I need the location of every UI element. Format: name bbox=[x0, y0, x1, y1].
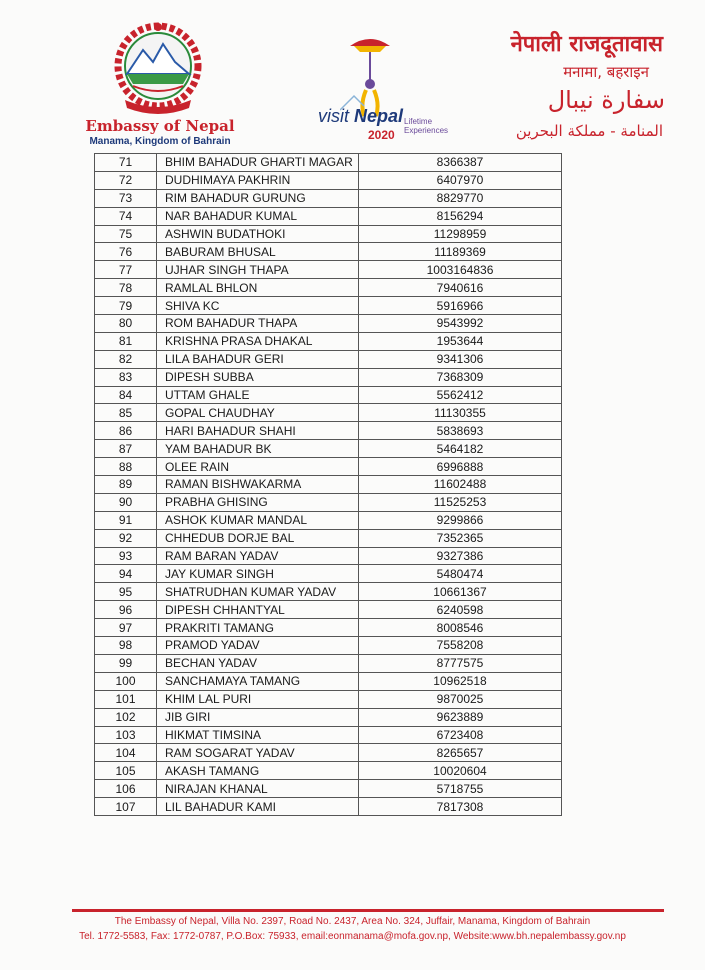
row-id-number: 11130355 bbox=[359, 404, 562, 422]
row-number: 72 bbox=[95, 171, 157, 189]
row-name: UTTAM GHALE bbox=[157, 386, 359, 404]
row-name: SANCHAMAYA TAMANG bbox=[157, 672, 359, 690]
row-number: 86 bbox=[95, 422, 157, 440]
row-name: YAM BAHADUR BK bbox=[157, 440, 359, 458]
row-name: RAM BARAN YADAV bbox=[157, 547, 359, 565]
row-number: 71 bbox=[95, 154, 157, 172]
row-id-number: 8777575 bbox=[359, 654, 562, 672]
table-row bbox=[95, 744, 562, 762]
visit-nepal-logo-text bbox=[318, 106, 403, 127]
row-number: 76 bbox=[95, 243, 157, 261]
table-row bbox=[95, 637, 562, 655]
row-name: DIPESH SUBBA bbox=[157, 368, 359, 386]
logo-tagline bbox=[404, 117, 449, 135]
row-id-number: 6996888 bbox=[359, 458, 562, 476]
row-id-number: 9543992 bbox=[359, 315, 562, 333]
nepal-emblem-icon bbox=[103, 22, 213, 117]
row-number: 95 bbox=[95, 583, 157, 601]
row-name: BECHAN YADAV bbox=[157, 654, 359, 672]
row-number: 80 bbox=[95, 315, 157, 333]
row-number: 102 bbox=[95, 708, 157, 726]
row-id-number: 1003164836 bbox=[359, 261, 562, 279]
row-name: NAR BAHADUR KUMAL bbox=[157, 207, 359, 225]
row-id-number: 9299866 bbox=[359, 511, 562, 529]
row-number: 106 bbox=[95, 780, 157, 798]
row-name: BABURAM BHUSAL bbox=[157, 243, 359, 261]
row-id-number: 11602488 bbox=[359, 476, 562, 494]
table-row bbox=[95, 780, 562, 798]
row-id-number: 1953644 bbox=[359, 332, 562, 350]
names-table-body bbox=[95, 154, 562, 816]
row-number: 83 bbox=[95, 368, 157, 386]
logo-year: 2020 bbox=[368, 128, 395, 142]
row-number: 75 bbox=[95, 225, 157, 243]
table-row bbox=[95, 207, 562, 225]
letterhead bbox=[0, 0, 705, 155]
row-name: PRAKRITI TAMANG bbox=[157, 619, 359, 637]
row-id-number: 8156294 bbox=[359, 207, 562, 225]
row-id-number: 11298959 bbox=[359, 225, 562, 243]
row-id-number: 7817308 bbox=[359, 798, 562, 816]
embassy-location: Manama, Kingdom of Bahrain bbox=[89, 136, 231, 147]
table-row bbox=[95, 422, 562, 440]
row-id-number: 11189369 bbox=[359, 243, 562, 261]
table-row bbox=[95, 279, 562, 297]
row-number: 107 bbox=[95, 798, 157, 816]
row-name: HIKMAT TIMSINA bbox=[157, 726, 359, 744]
row-id-number: 5718755 bbox=[359, 780, 562, 798]
table-row bbox=[95, 350, 562, 368]
table-row bbox=[95, 243, 562, 261]
nepali-title: नेपाली राजदूतावास bbox=[510, 32, 663, 57]
table-row bbox=[95, 601, 562, 619]
row-number: 77 bbox=[95, 261, 157, 279]
table-row bbox=[95, 493, 562, 511]
footer-divider bbox=[72, 909, 664, 912]
row-id-number: 5838693 bbox=[359, 422, 562, 440]
table-row bbox=[95, 798, 562, 816]
row-number: 92 bbox=[95, 529, 157, 547]
row-number: 81 bbox=[95, 332, 157, 350]
row-name: UJHAR SINGH THAPA bbox=[157, 261, 359, 279]
row-name: HARI BAHADUR SHAHI bbox=[157, 422, 359, 440]
row-number: 96 bbox=[95, 601, 157, 619]
table-row bbox=[95, 171, 562, 189]
row-number: 101 bbox=[95, 690, 157, 708]
row-number: 79 bbox=[95, 297, 157, 315]
row-id-number: 11525253 bbox=[359, 493, 562, 511]
row-name: ASHOK KUMAR MANDAL bbox=[157, 511, 359, 529]
table-row bbox=[95, 565, 562, 583]
table-row bbox=[95, 708, 562, 726]
row-id-number: 5562412 bbox=[359, 386, 562, 404]
row-id-number: 6407970 bbox=[359, 171, 562, 189]
row-number: 85 bbox=[95, 404, 157, 422]
row-id-number: 10661367 bbox=[359, 583, 562, 601]
row-id-number: 6240598 bbox=[359, 601, 562, 619]
row-id-number: 10962518 bbox=[359, 672, 562, 690]
row-name: GOPAL CHAUDHAY bbox=[157, 404, 359, 422]
table-row bbox=[95, 189, 562, 207]
logo-tagline-1: Lifetime bbox=[404, 117, 433, 126]
row-id-number: 8265657 bbox=[359, 744, 562, 762]
nepali-subtitle: मनामा, बहराइन bbox=[563, 63, 649, 81]
row-id-number: 8008546 bbox=[359, 619, 562, 637]
row-number: 104 bbox=[95, 744, 157, 762]
row-name: DIPESH CHHANTYAL bbox=[157, 601, 359, 619]
row-name: CHHEDUB DORJE BAL bbox=[157, 529, 359, 547]
row-number: 87 bbox=[95, 440, 157, 458]
table-row bbox=[95, 154, 562, 172]
row-id-number: 9341306 bbox=[359, 350, 562, 368]
row-number: 97 bbox=[95, 619, 157, 637]
row-name: SHATRUDHAN KUMAR YADAV bbox=[157, 583, 359, 601]
row-name: LIL BAHADUR KAMI bbox=[157, 798, 359, 816]
row-number: 99 bbox=[95, 654, 157, 672]
row-name: RAMAN BISHWAKARMA bbox=[157, 476, 359, 494]
table-row bbox=[95, 762, 562, 780]
table-row bbox=[95, 315, 562, 333]
row-name: RAM SOGARAT YADAV bbox=[157, 744, 359, 762]
row-id-number: 5916966 bbox=[359, 297, 562, 315]
row-name: PRAMOD YADAV bbox=[157, 637, 359, 655]
logo-nepal: Nepal bbox=[354, 106, 404, 126]
row-id-number: 7940616 bbox=[359, 279, 562, 297]
row-number: 88 bbox=[95, 458, 157, 476]
table-row bbox=[95, 547, 562, 565]
row-name: KRISHNA PRASA DHAKAL bbox=[157, 332, 359, 350]
row-name: BHIM BAHADUR GHARTI MAGAR bbox=[157, 154, 359, 172]
row-id-number: 8829770 bbox=[359, 189, 562, 207]
row-id-number: 8366387 bbox=[359, 154, 562, 172]
row-number: 94 bbox=[95, 565, 157, 583]
row-number: 78 bbox=[95, 279, 157, 297]
row-name: ASHWIN BUDATHOKI bbox=[157, 225, 359, 243]
table-row bbox=[95, 690, 562, 708]
row-number: 91 bbox=[95, 511, 157, 529]
row-name: SHIVA KC bbox=[157, 297, 359, 315]
row-id-number: 7558208 bbox=[359, 637, 562, 655]
table-row bbox=[95, 225, 562, 243]
row-number: 105 bbox=[95, 762, 157, 780]
row-number: 84 bbox=[95, 386, 157, 404]
row-name: PRABHA GHISING bbox=[157, 493, 359, 511]
row-name: ROM BAHADUR THAPA bbox=[157, 315, 359, 333]
row-number: 93 bbox=[95, 547, 157, 565]
logo-visit: visit bbox=[318, 106, 349, 126]
table-row bbox=[95, 386, 562, 404]
row-number: 73 bbox=[95, 189, 157, 207]
table-row bbox=[95, 404, 562, 422]
table-row bbox=[95, 619, 562, 637]
row-name: RIM BAHADUR GURUNG bbox=[157, 189, 359, 207]
table-row bbox=[95, 476, 562, 494]
row-name: JIB GIRI bbox=[157, 708, 359, 726]
logo-tagline-2: Experiences bbox=[404, 126, 449, 135]
row-id-number: 6723408 bbox=[359, 726, 562, 744]
row-name: NIRAJAN KHANAL bbox=[157, 780, 359, 798]
row-id-number: 10020604 bbox=[359, 762, 562, 780]
row-id-number: 7352365 bbox=[359, 529, 562, 547]
row-name: RAMLAL BHLON bbox=[157, 279, 359, 297]
row-number: 82 bbox=[95, 350, 157, 368]
table-row bbox=[95, 440, 562, 458]
row-number: 74 bbox=[95, 207, 157, 225]
row-id-number: 5464182 bbox=[359, 440, 562, 458]
table-row bbox=[95, 672, 562, 690]
table-row bbox=[95, 332, 562, 350]
row-name: JAY KUMAR SINGH bbox=[157, 565, 359, 583]
row-id-number: 7368309 bbox=[359, 368, 562, 386]
table-row bbox=[95, 529, 562, 547]
table-row bbox=[95, 297, 562, 315]
row-id-number: 9870025 bbox=[359, 690, 562, 708]
row-name: LILA BAHADUR GERI bbox=[157, 350, 359, 368]
row-name: KHIM LAL PURI bbox=[157, 690, 359, 708]
row-number: 90 bbox=[95, 493, 157, 511]
row-number: 89 bbox=[95, 476, 157, 494]
table-row bbox=[95, 511, 562, 529]
table-row bbox=[95, 583, 562, 601]
table-row bbox=[95, 458, 562, 476]
row-number: 103 bbox=[95, 726, 157, 744]
arabic-subtitle: المنامة - مملكة البحرين bbox=[515, 122, 663, 140]
row-name: AKASH TAMANG bbox=[157, 762, 359, 780]
row-name: DUDHIMAYA PAKHRIN bbox=[157, 171, 359, 189]
table-row bbox=[95, 726, 562, 744]
table-row bbox=[95, 368, 562, 386]
names-table bbox=[94, 153, 562, 816]
table-row bbox=[95, 654, 562, 672]
arabic-title: سفارة نيبال bbox=[547, 86, 665, 114]
row-number: 100 bbox=[95, 672, 157, 690]
embassy-name: Embassy of Nepal bbox=[85, 117, 235, 135]
row-id-number: 9327386 bbox=[359, 547, 562, 565]
footer-contact: Tel. 1772-5583, Fax: 1772-0787, P.O.Box: 75933, email:eonmanama@mofa.gov.np, Website:www.bh.nepalembassy.gov.np bbox=[79, 931, 626, 942]
row-name: OLEE RAIN bbox=[157, 458, 359, 476]
footer-address: The Embassy of Nepal, Villa No. 2397, Road No. 2437, Area No. 324, Juffair, Manama, Kingdom of Bahrain bbox=[114, 916, 591, 927]
row-number: 98 bbox=[95, 637, 157, 655]
row-id-number: 5480474 bbox=[359, 565, 562, 583]
row-id-number: 9623889 bbox=[359, 708, 562, 726]
table-row bbox=[95, 261, 562, 279]
